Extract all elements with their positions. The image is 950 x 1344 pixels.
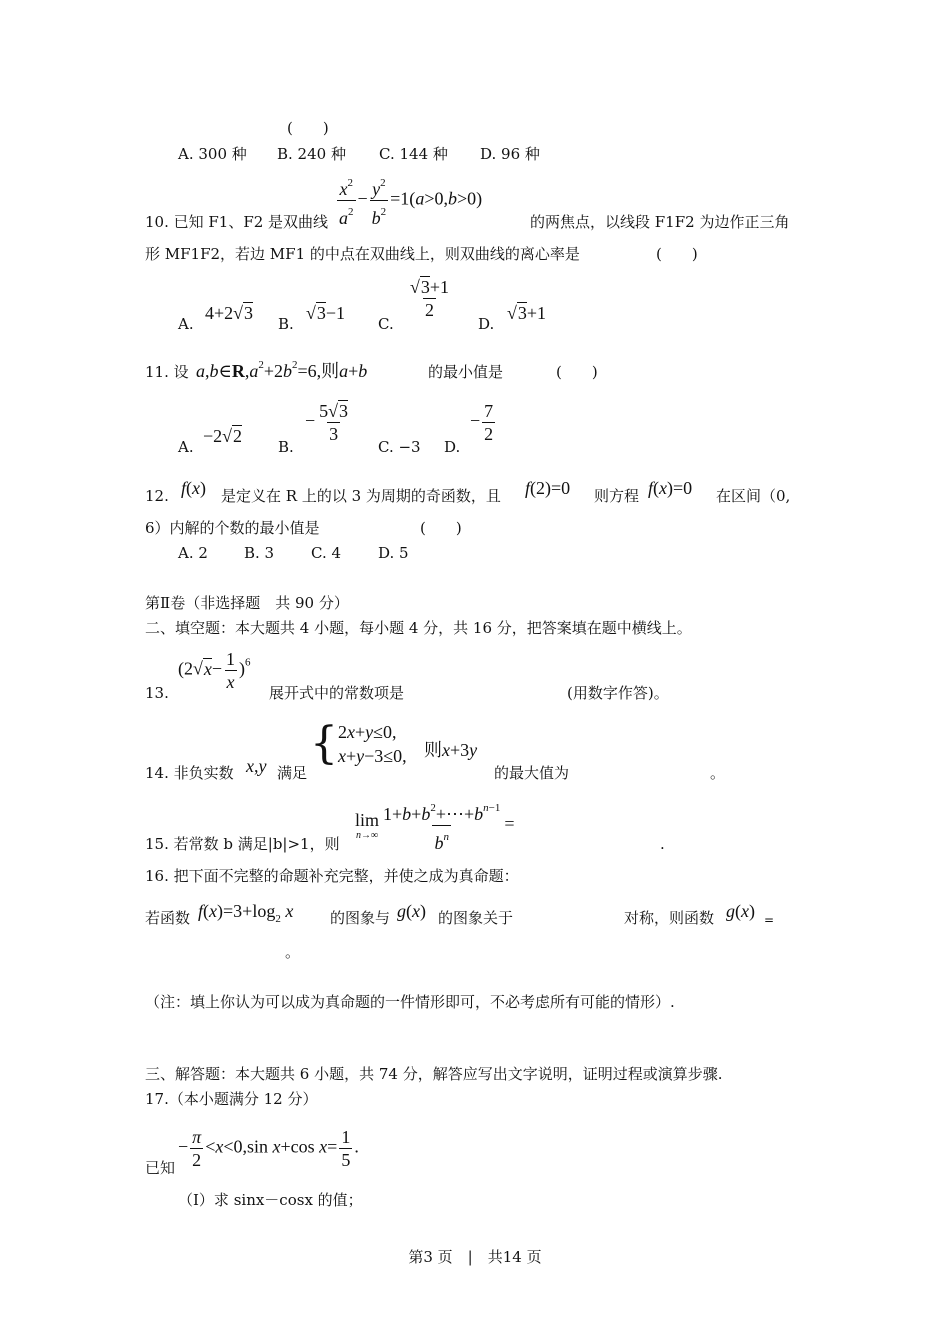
q11-option-b-label: B. bbox=[278, 438, 294, 456]
q12-option-d: D. 5 bbox=[378, 544, 409, 562]
q9-option-b: B. 240 种 bbox=[277, 145, 346, 163]
q12-fx: f(x) bbox=[181, 478, 207, 498]
q13-lead: 13. bbox=[145, 684, 169, 702]
q12-line2: 6）内解的个数的最小值是 bbox=[145, 519, 320, 537]
q16-gx: g(x) bbox=[397, 901, 426, 921]
q9-option-d: D. 96 种 bbox=[480, 145, 540, 163]
q14-objective: 则x+3y bbox=[424, 740, 478, 760]
q10-paren: ( ) bbox=[656, 245, 698, 263]
q13-hint: (用数字作答)。 bbox=[567, 684, 669, 702]
q9-option-c: C. 144 种 bbox=[379, 145, 448, 163]
q17-heading: 17.（本小题满分 12 分） bbox=[145, 1090, 318, 1108]
q14-variables: x,y bbox=[246, 756, 267, 776]
q12-paren: ( ) bbox=[420, 519, 462, 537]
part2-heading: 第Ⅱ卷（非选择题 共 90 分） bbox=[145, 594, 349, 612]
q11-option-d-label: D. bbox=[444, 438, 461, 456]
q11-option-a-expr: −2√2 bbox=[203, 426, 243, 446]
q12-lead: 12. bbox=[145, 487, 169, 505]
q12-f2-zero: f(2)=0 bbox=[525, 478, 571, 498]
q10-option-a-expr: 4+2√3 bbox=[205, 303, 254, 323]
q14-mid: 满足 bbox=[277, 764, 308, 782]
q12-text3: 在区间（0, bbox=[716, 487, 791, 505]
q16-gx-2: g(x) bbox=[726, 901, 755, 921]
q11-lead: 11. 设 bbox=[145, 363, 189, 381]
q16-text-a: 若函数 bbox=[145, 909, 191, 927]
q15-limit: lim n→∞ $\frac{1+b+b^2+\cdots+b^{n-1}}{b^n}$ = bbox=[355, 802, 515, 853]
q12-option-a: A. 2 bbox=[178, 544, 208, 562]
q11-tail: 的最小值是 bbox=[428, 363, 504, 381]
q12-option-b: B. 3 bbox=[244, 544, 275, 562]
q10-option-b-expr: √3−1 bbox=[306, 303, 346, 323]
q16-note: （注：填上你认为可以成为真命题的一件情形即可，不必考虑所有可能的情形）. bbox=[145, 993, 675, 1011]
part3-section: 三、解答题：本大题共 6 小题，共 74 分，解答应写出文字说明，证明过程或演算步骤. bbox=[145, 1065, 723, 1083]
q17-given-formula: − $\frac{\pi}{2}$ <x<0,sin x+cos x= $\frac{1}{5}$ . bbox=[178, 1127, 359, 1170]
q12-text1: 是定义在 R 上的以 3 为周期的奇函数，且 bbox=[221, 487, 501, 505]
q16-blank-end: 。 bbox=[285, 943, 301, 961]
q10-option-b-label: B. bbox=[278, 315, 294, 333]
q12-text2: 则方程 bbox=[594, 487, 640, 505]
page-footer: 第3 页 | 共14 页 bbox=[408, 1248, 542, 1266]
q10-option-d-label: D. bbox=[478, 315, 495, 333]
q9-option-a: A. 300 种 bbox=[178, 145, 247, 163]
q13-binomial: (2√x− $\frac{1}{x}$ )$^6$ bbox=[178, 649, 251, 692]
q16-line1: 16. 把下面不完整的命题补充完整，并使之成为真命题： bbox=[145, 867, 519, 885]
q11-option-c: C. −3 bbox=[378, 438, 421, 456]
q14-system: { 2x+y≤0, x+y−3≤0, bbox=[310, 718, 407, 769]
q16-text-b: 的图象与 bbox=[330, 909, 391, 927]
q11-option-d-expr: − $\frac{7}{2}$ bbox=[470, 401, 494, 444]
q17-sub1: （I）求 sinx－cosx 的值； bbox=[178, 1191, 363, 1209]
q10-line2: 形 MF1F2，若边 MF1 的中点在双曲线上，则双曲线的离心率是 bbox=[145, 245, 580, 263]
q16-text-e: = bbox=[764, 913, 775, 927]
q17-given: 已知 bbox=[145, 1159, 176, 1177]
q14-tail: 的最大值为 bbox=[494, 764, 570, 782]
q10-tail: 的两焦点，以线段 F1F2 为边作正三角 bbox=[530, 213, 790, 231]
q10-option-c-expr: $\frac{√3+1}{2}$ bbox=[410, 277, 450, 320]
q10-lead: 10. 已知 F1、F2 是双曲线 bbox=[145, 213, 329, 231]
q16-fx-def: $f(x)=3+\log_2$ x bbox=[198, 901, 294, 925]
q9-paren: ( ) bbox=[287, 119, 329, 137]
q11-paren: ( ) bbox=[556, 363, 598, 381]
q12-equation: f(x)=0 bbox=[648, 478, 693, 498]
q15-end: . bbox=[660, 835, 665, 853]
q12-option-c: C. 4 bbox=[311, 544, 342, 562]
q14-lead: 14. 非负实数 bbox=[145, 764, 234, 782]
q15-lead: 15. 若常数 b 满足|b|>1，则 bbox=[145, 835, 340, 853]
q14-end: 。 bbox=[710, 764, 726, 782]
q10-option-c-label: C. bbox=[378, 315, 394, 333]
q10-option-d-expr: √3+1 bbox=[507, 303, 547, 323]
q10-option-a-label: A. bbox=[178, 315, 194, 333]
q16-text-c: 的图象关于 bbox=[438, 909, 514, 927]
q16-text-d: 对称，则函数 bbox=[624, 909, 715, 927]
q11-condition: $a,b\in R,a^2+2b^2=6$,则a+b bbox=[196, 359, 368, 381]
q11-option-b-expr: − $\frac{5√3}{3}$ bbox=[305, 401, 349, 444]
q10-hyperbola-formula: $\frac{x^2}{a^2}$ − $\frac{y^2}{b^2}$ =1(a>0,b>0) bbox=[339, 177, 483, 228]
part2-section: 二、填空题：本大题共 4 小题，每小题 4 分，共 16 分，把答案填在题中横线上。 bbox=[145, 619, 692, 637]
q13-tail: 展开式中的常数项是 bbox=[269, 684, 405, 702]
q11-option-a-label: A. bbox=[178, 438, 194, 456]
